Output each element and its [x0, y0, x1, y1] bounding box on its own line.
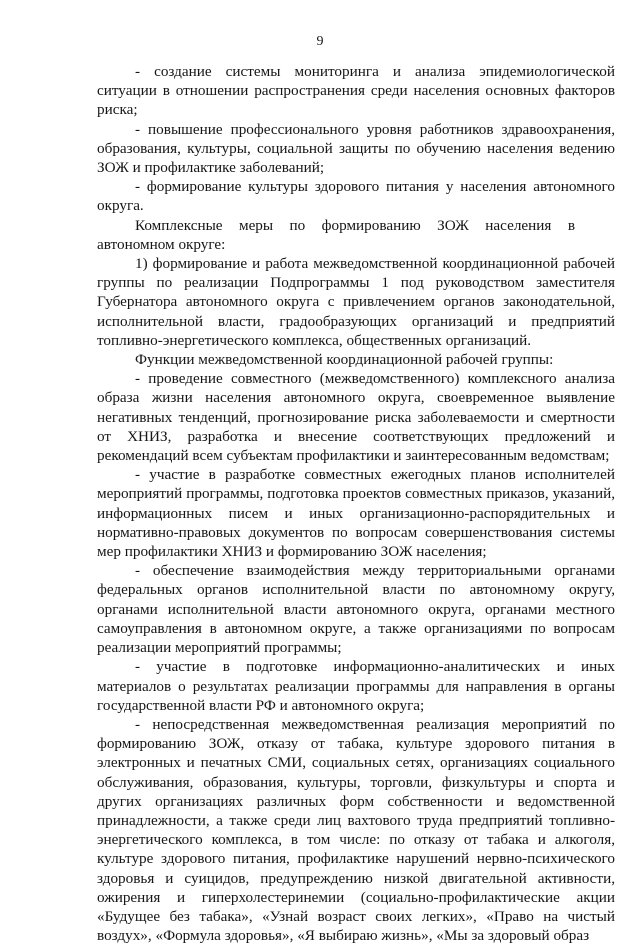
- paragraph-direct-implementation: - непосредственная межведомственная реализация мероприятий по формированию ЗОЖ, отказу от табака, культуре здорового питания в электронных и печатных СМИ, социальных сетях, организациях социального обслуживания, образования, культуры, торговли, физкультуры и спорта и других организациях различных форм собственности и ведомственной принадлежности, а также среди лиц вахтового труда предприятий топливно-энергетического комплекса, в том числе: по отказу от табака и алкоголя, культуре здорового питания, профилактике нарушений нервно-психического здоровья и суицидов, предупреждению низкой двигательной активности, ожирения и гиперхолестеринемии (социально-профилактические акции «Будущее без табака», «Узнай возраст своих легких», «Право на чистый воздух», «Формула здоровья», «Я выбираю жизнь», «Мы за здоровый образ: [97, 715, 615, 945]
- paragraph-interaction: - обеспечение взаимодействия между территориальными органами федеральных органов исполнительной власти по автономному округу, органами исполнительной власти автономного округа, органами местного самоуправления в автономном округе, а также организациями по вопросам реализации мероприятий программы;: [97, 562, 615, 657]
- paragraph-working-group: 1) формирование и работа межведомственной координационной рабочей группы по реализации Подпрограммы 1 под руководством заместителя Губернатора автономного округа с привлечением органов законодательной, исполнительной власти, градообразующих организаций и предприятий топливно-энергетического комплекса, общественных организаций.: [97, 255, 615, 349]
- page-number: 9: [316, 34, 324, 49]
- document-body: [97, 62, 615, 945]
- paragraph-annual-plans: - участие в разработке совместных ежегодных планов исполнителей мероприятий программы, подготовка проектов совместных приказов, указаний, информационных писем и иных организационно-распорядительных и нормативно-правовых документов по вопросам совершенствования системы мер профилактики ХНИЗ и формированию ЗОЖ населения;: [97, 466, 615, 561]
- paragraph-joint-analysis: - проведение совместного (межведомственного) комплексного анализа образа жизни населения автономного округа, своевременное выявление негативных тенденций, прогнозирование риска заболеваемости и смертности от ХНИЗ, разработка и внесение соответствующих предложений и рекомендаций всем субъектам профилактики и заинтересованным ведомствам;: [97, 370, 615, 465]
- paragraph-professional-level: - повышение профессионального уровня работников здравоохранения, образования, культуры, социальной защиты по обучению населения ведению ЗОЖ и профилактике заболеваний;: [97, 120, 615, 177]
- paragraph-analytical-materials: - участие в подготовке информационно-аналитических и иных материалов о результатах реализации программы для направления в органы государственной власти РФ и автономного округа;: [97, 658, 615, 714]
- paragraph-healthy-nutrition: - формирование культуры здорового питания у населения автономного округа.: [97, 178, 615, 215]
- paragraph-monitoring-system: - создание системы мониторинга и анализа эпидемиологической ситуации в отношении распространения среди населения основных факторов риска;: [97, 63, 615, 119]
- paragraph-functions-heading: Функции межведомственной координационной рабочей группы:: [135, 351, 554, 369]
- paragraph-complex-measures-heading: Комплексные меры по формированию ЗОЖ населения в автономном округе:: [97, 216, 575, 253]
